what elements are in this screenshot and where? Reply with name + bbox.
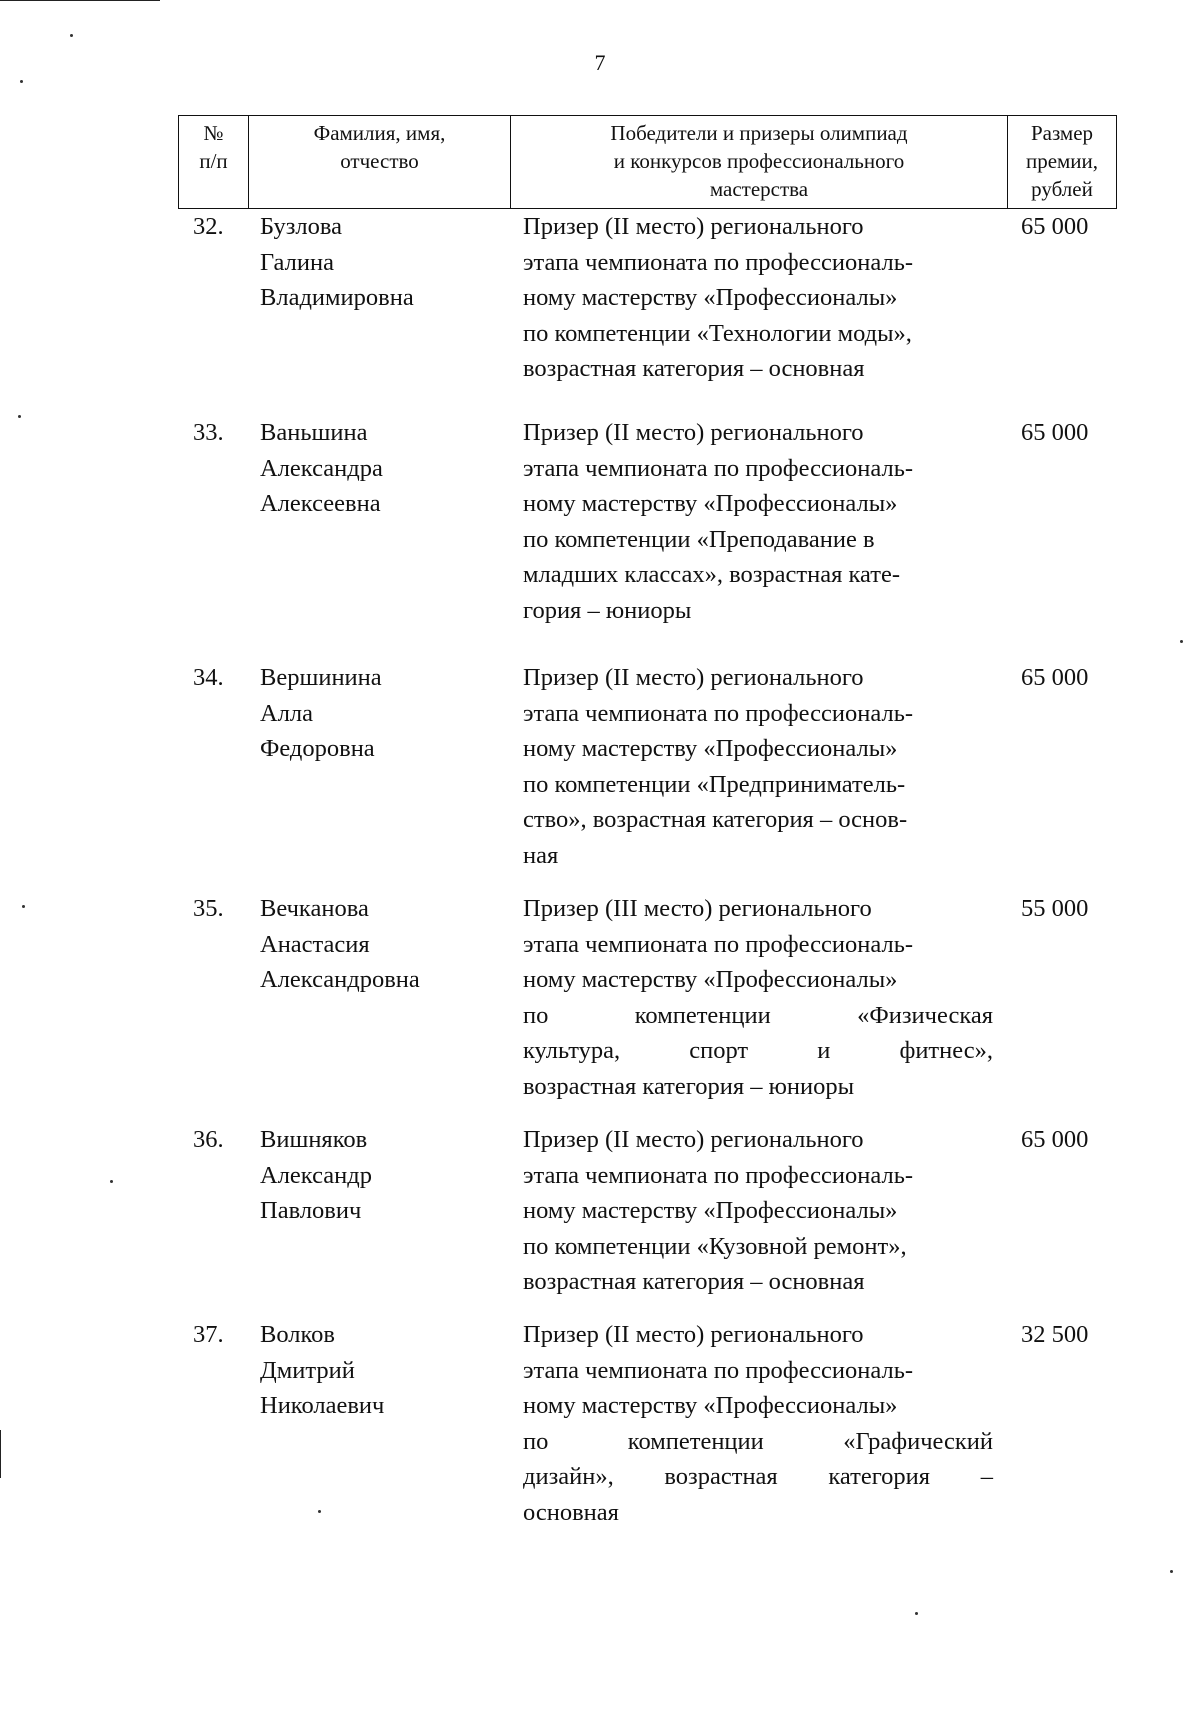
name-line: Владимировна: [260, 284, 414, 311]
scan-speck: [110, 1180, 113, 1183]
row-name: [260, 660, 490, 767]
name-line: Галина: [260, 248, 334, 276]
description-line: гория – юниоры: [523, 596, 692, 624]
description-line: этапа чемпионата по профессиональ-: [523, 1161, 914, 1189]
description-line: ному мастерству «Профессионалы»: [523, 284, 898, 311]
row-prize: 32 500: [1021, 1321, 1089, 1348]
scan-speck: [70, 34, 73, 37]
name-line: Вечканова: [260, 895, 369, 922]
header-text: п/п: [199, 149, 228, 173]
name-line: Павлович: [260, 1197, 362, 1224]
row-description: [523, 1317, 993, 1530]
name-line: Федоровна: [260, 735, 375, 762]
scan-speck: [20, 80, 23, 83]
description-line: Призер (II место) регионального: [523, 213, 864, 240]
row-description: [523, 1122, 993, 1300]
description-line: ному мастерству «Профессионалы»: [523, 490, 898, 517]
row-description: [523, 660, 993, 873]
header-text: отчество: [340, 149, 419, 173]
row-prize: 55 000: [1021, 895, 1089, 922]
header-text: №: [203, 121, 224, 145]
header-col-name: [249, 116, 511, 209]
row-prize: 65 000: [1021, 664, 1089, 691]
row-name: [260, 1122, 490, 1229]
description-line: младших классах», возрастная кате-: [523, 561, 901, 588]
name-line: Вишняков: [260, 1126, 368, 1153]
header-text: рублей: [1031, 177, 1093, 201]
row-name: [260, 891, 490, 998]
name-line: Ваньшина: [260, 419, 368, 446]
header-col-number: [179, 116, 249, 209]
description-line: ному мастерству «Профессионалы»: [523, 735, 898, 762]
description-line: этапа чемпионата по профессиональ-: [523, 930, 914, 958]
header-col-description: [511, 116, 1008, 209]
scan-speck: [18, 415, 21, 418]
header-text: Победители и призеры олимпиад: [610, 121, 908, 145]
name-line: Дмитрий: [260, 1356, 355, 1384]
scan-speck: [915, 1612, 918, 1615]
name-line: Александр: [260, 1161, 372, 1189]
row-number: 36.: [193, 1126, 224, 1153]
name-line: Алексеевна: [260, 490, 381, 517]
description-line: этапа чемпионата по профессиональ-: [523, 699, 914, 727]
description-line: этапа чемпионата по профессиональ-: [523, 248, 914, 276]
name-line: Вершинина: [260, 664, 382, 691]
row-prize: 65 000: [1021, 419, 1089, 446]
description-line: возрастная категория – основная: [523, 1268, 865, 1295]
row-prize: 65 000: [1021, 213, 1089, 240]
name-line: Александровна: [260, 966, 420, 993]
description-line: Призер (II место) регионального: [523, 1126, 864, 1153]
scan-speck: [22, 905, 25, 908]
description-line: возрастная категория – юниоры: [523, 1072, 855, 1100]
row-name: [260, 1317, 490, 1424]
description-line: Призер (III место) регионального: [523, 895, 872, 922]
description-line: Призер (II место) регионального: [523, 1321, 864, 1348]
description-line: по компетенции «Графический: [523, 1427, 993, 1455]
scan-speck: [1170, 1570, 1173, 1573]
name-line: Александра: [260, 454, 383, 482]
row-number: 34.: [193, 664, 224, 691]
row-name: [260, 209, 490, 316]
description-line: ство», возрастная категория – основ-: [523, 806, 908, 833]
name-line: Волков: [260, 1321, 335, 1348]
row-number: 37.: [193, 1321, 224, 1348]
description-line: Призер (II место) регионального: [523, 419, 864, 446]
table-header: [178, 115, 1117, 209]
description-line: Призер (II место) регионального: [523, 664, 864, 691]
description-line: ному мастерству «Профессионалы»: [523, 1392, 898, 1419]
scan-edge-line: [0, 1430, 1, 1478]
description-line: культура, спорт и фитнес»,: [523, 1037, 993, 1064]
scan-speck: [318, 1510, 321, 1513]
description-line: этапа чемпионата по профессиональ-: [523, 1356, 914, 1384]
description-line: по компетенции «Предприниматель-: [523, 770, 906, 798]
description-line: по компетенции «Физическая: [523, 1001, 993, 1029]
header-text: и конкурсов профессионального: [613, 149, 905, 173]
description-line: по компетенции «Технологии моды»,: [523, 319, 912, 347]
description-line: по компетенции «Преподавание в: [523, 525, 875, 553]
header-text: премии,: [1025, 149, 1099, 173]
name-line: Бузлова: [260, 213, 342, 240]
row-description: [523, 891, 993, 1104]
name-line: Николаевич: [260, 1392, 385, 1419]
name-line: Алла: [260, 699, 314, 727]
scan-edge-line: [0, 0, 160, 1]
description-line: основная: [523, 1498, 619, 1526]
name-line: Анастасия: [260, 930, 370, 958]
row-description: [523, 415, 993, 628]
header-text: Размер: [1030, 121, 1094, 145]
description-line: ному мастерству «Профессионалы»: [523, 1197, 898, 1224]
row-number: 35.: [193, 895, 224, 922]
description-line: ному мастерству «Профессионалы»: [523, 966, 898, 993]
description-line: возрастная категория – основная: [523, 355, 865, 382]
page-number: 7: [594, 50, 606, 75]
row-prize: 65 000: [1021, 1126, 1089, 1153]
header-col-prize: [1008, 116, 1117, 209]
row-description: [523, 209, 993, 387]
row-name: [260, 415, 490, 522]
description-line: по компетенции «Кузовной ремонт»,: [523, 1232, 907, 1260]
header-text: Фамилия, имя,: [313, 121, 446, 145]
row-number: 32.: [193, 213, 224, 240]
description-line: этапа чемпионата по профессиональ-: [523, 454, 914, 482]
description-line: дизайн», возрастная категория –: [523, 1463, 993, 1490]
description-line: ная: [523, 841, 559, 869]
row-number: 33.: [193, 419, 224, 446]
header-text: мастерства: [709, 177, 809, 201]
scan-speck: [1180, 640, 1183, 643]
